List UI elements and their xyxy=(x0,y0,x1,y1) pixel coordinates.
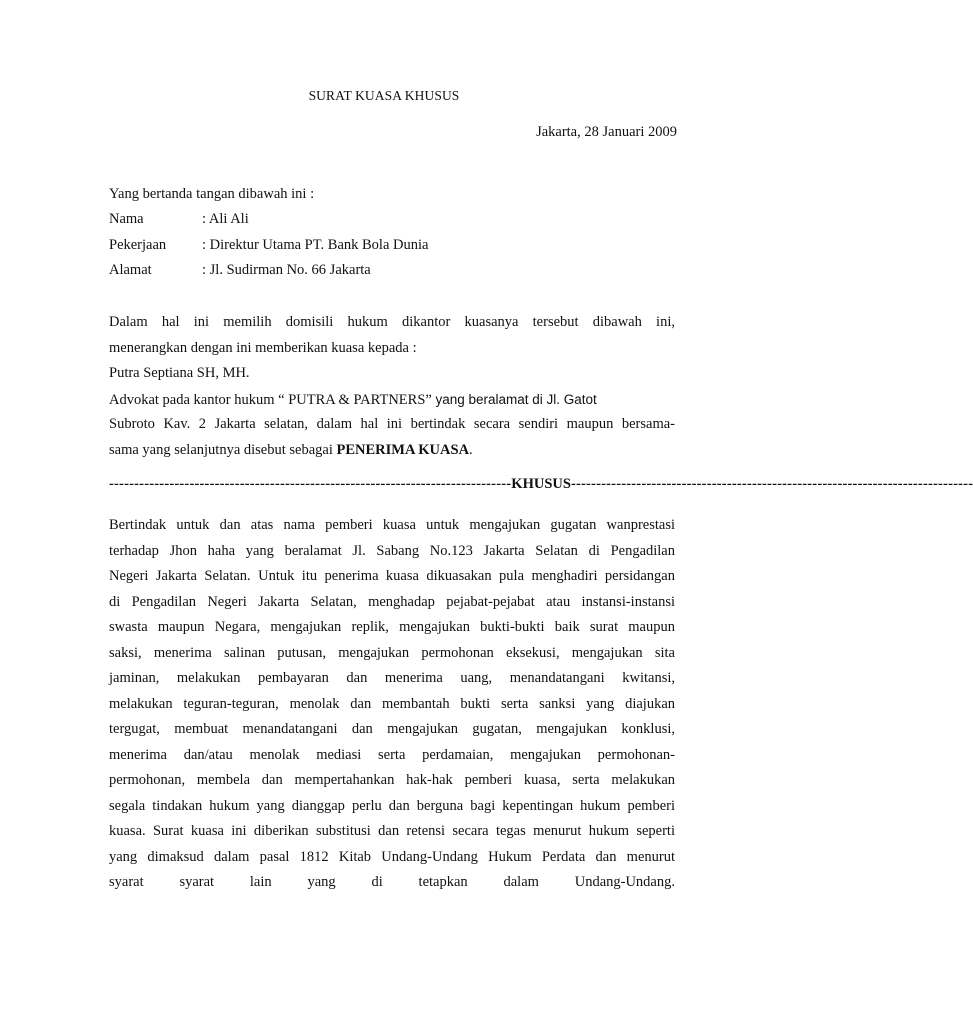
job-label: Pekerjaan xyxy=(109,237,167,253)
body-line: syarat syarat lain yang di tetapkan dalam Undang-Undang. xyxy=(109,874,675,890)
domicile-line-1: Dalam hal ini memilih domisili hukum dikantor kuasanya tersebut dibawah ini, xyxy=(109,314,675,330)
body-line: menerima dan/atau menolak mediasi serta perdamaian, mengajukan permohonan- xyxy=(109,746,675,763)
grantee-advokat-line xyxy=(109,387,675,413)
domicile-line-2: menerangkan dengan ini memberikan kuasa kepada : xyxy=(109,339,417,356)
advokat-address: yang beralamat di Jl. Gatot xyxy=(435,391,597,407)
address-label: Alamat xyxy=(109,262,152,278)
body-line: Negeri Jakarta Selatan. Untuk itu penerima kuasa dikuasakan pula menghadiri persidangan xyxy=(109,568,675,584)
divider-label: KHUSUS xyxy=(511,476,571,492)
domicile-paragraph xyxy=(109,310,675,463)
body-line: terhadap Jhon haha yang beralamat Jl. Sabang No.123 Jakarta Selatan di Pengadilan xyxy=(109,542,675,559)
divider-right-dashes: -------------------------------------------------------------------------------- xyxy=(570,476,973,492)
address-value: : Jl. Sudirman No. 66 Jakarta xyxy=(202,262,371,278)
grantee-line-2: Subroto Kav. 2 Jakarta selatan, dalam hal ini bertindak secara sendiri maupun bersama- xyxy=(109,416,675,432)
body-line: kuasa. Surat kuasa ini diberikan substitusi dan retensi secara tegas menurut hukum seperti xyxy=(109,823,675,839)
body-line: segala tindakan hukum yang dianggap perlu dan berguna bagi kepentingan hukum pemberi xyxy=(109,797,675,814)
grantee-line-3-post: . xyxy=(469,441,473,458)
name-label: Nama xyxy=(109,211,144,227)
job-value: : Direktur Utama PT. Bank Bola Dunia xyxy=(202,237,429,253)
body-line: saksi, menerima salinan putusan, mengajukan permohonan eksekusi, mengajukan sita xyxy=(109,644,675,661)
body-line: melakukan teguran-teguran, menolak dan membantah bukti serta sanksi yang diajukan xyxy=(109,695,675,712)
place-date: Jakarta, 28 Januari 2009 xyxy=(536,124,677,140)
body-line: permohonan, membela dan mempertahankan hak-hak pemberi kuasa, serta melakukan xyxy=(109,772,675,788)
name-value: : Ali Ali xyxy=(202,211,249,227)
body-line: jaminan, melakukan pembayaran dan menerima uang, menandatangani kwitansi, xyxy=(109,670,675,686)
grantee-line-3 xyxy=(109,438,675,464)
body-line: di Pengadilan Negeri Jakarta Selatan, menghadap pejabat-pejabat atau instansi-instansi xyxy=(109,593,675,610)
grantee-name: Putra Septiana SH, MH. xyxy=(109,365,250,381)
body-line: swasta maupun Negara, mengajukan replik, mengajukan bukti-bukti baik surat maupun xyxy=(109,619,675,635)
divider-left-dashes: -------------------------------------------------------------------------------- xyxy=(109,476,512,492)
khusus-divider xyxy=(109,476,973,493)
body-line: yang dimaksud dalam pasal 1812 Kitab Undang-Undang Hukum Perdata dan menurut xyxy=(109,848,675,865)
body-line: Bertindak untuk dan atas nama pemberi kuasa untuk mengajukan gugatan wanprestasi xyxy=(109,517,675,533)
penerima-kuasa-label: PENERIMA KUASA xyxy=(336,441,470,458)
body-line: tergugat, membuat menandatangani dan mengajukan gugatan, mengajukan konklusi, xyxy=(109,721,675,737)
grantee-line-3-pre: sama yang selanjutnya disebut sebagai xyxy=(109,441,337,458)
intro-text: Yang bertanda tangan dibawah ini : xyxy=(109,186,315,202)
document-title: SURAT KUASA KHUSUS xyxy=(308,88,460,103)
advokat-office: Advokat pada kantor hukum “ PUTRA & PARTNERS” xyxy=(109,391,432,408)
body-paragraph xyxy=(109,513,675,896)
